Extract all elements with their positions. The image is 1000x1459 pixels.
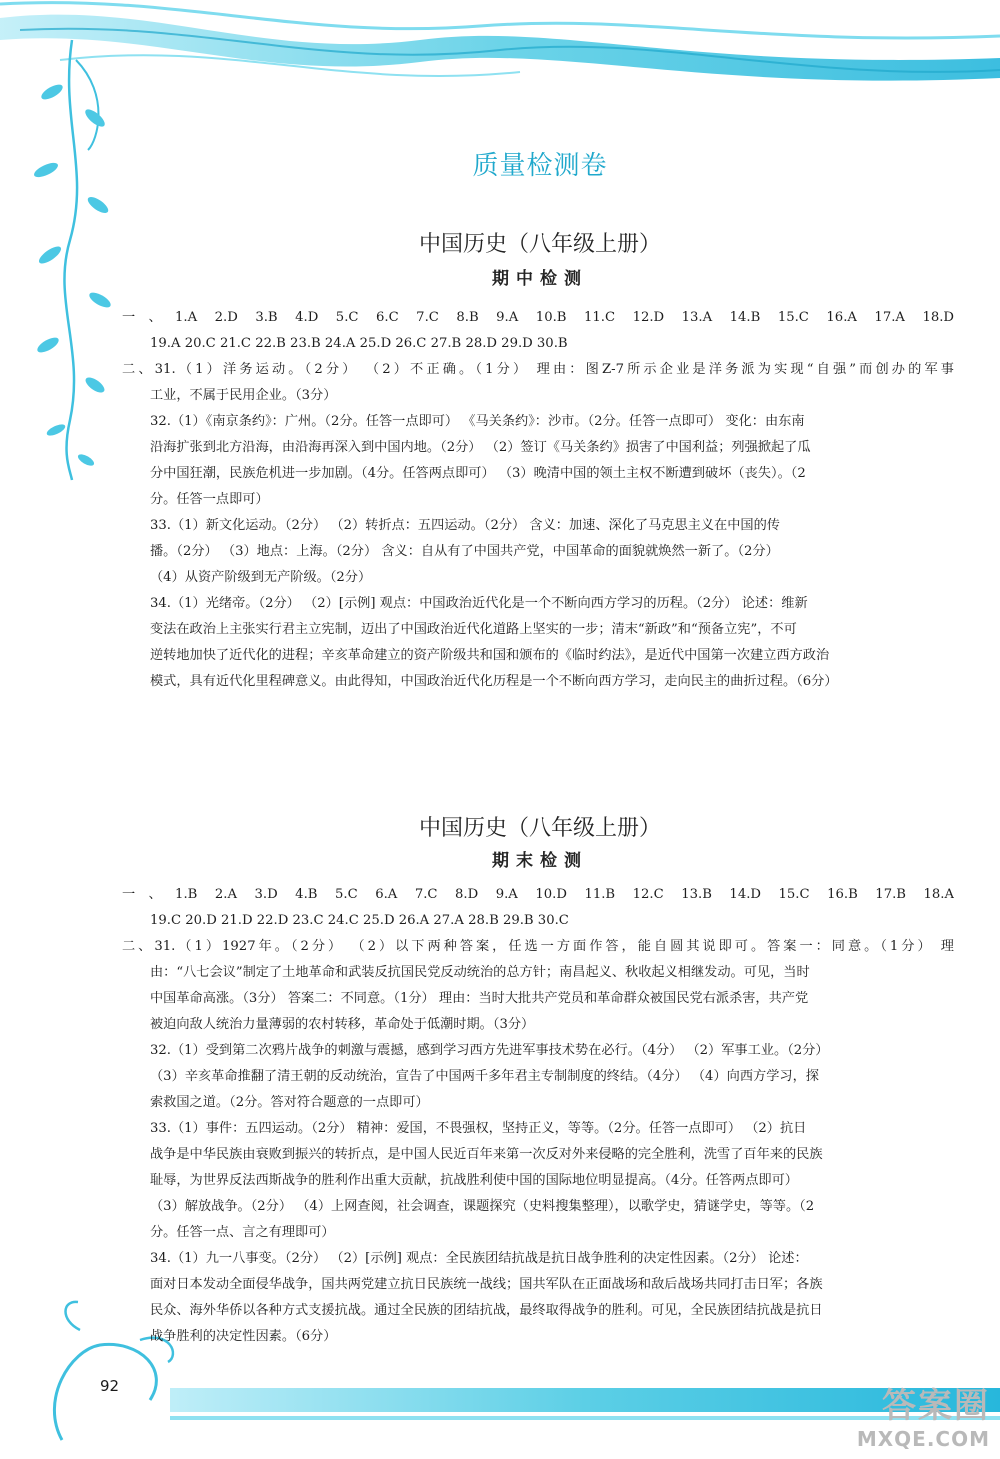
answer-line: 19.A 20.C 21.C 22.B 23.B 24.A 25.D 26.C 27.B 28.D 29.D 30.B (150, 336, 568, 351)
answer-line: 33.（1）事件：五四运动。（2分） 精神：爱国，不畏强权，坚持正义，等等。（2分。任答一点即可） （2）抗日 (150, 1121, 807, 1136)
answer-line: 模式，具有近代化里程碑意义。由此得知，中国政治近代化历程是一个不断向西方学习，走向民主的曲折过程。（6分） (150, 674, 838, 689)
answer-line: （4）从资产阶级到无产阶级。（2分） (150, 570, 372, 585)
answer-line: 33.（1）新文化运动。（2分） （2）转折点：五四运动。（2分） 含义：加速、深化了马克思主义在中国的传 (150, 518, 780, 533)
answer-line: 播。（2分） （3）地点：上海。（2分） 含义：自从有了中国共产党，中国革命的面貌就焕然一新了。（2分） (150, 544, 779, 559)
answer-line: 二、31.（1）1927年。（2分） （2）以下两种答案，任选一方面作答，能自圆其说即可。答案一：同意。（1分） 理 (122, 939, 954, 954)
answer-line: 32.（1）受到第二次鸦片战争的刺激与震撼，感到学习西方先进军事技术势在必行。（4分） （2）军事工业。（2分） (150, 1043, 829, 1058)
answer-line: 由：“八七会议”制定了土地革命和武装反抗国民党反动统治的总方针；南昌起义、秋收起义相继发动。可见，当时 (150, 965, 810, 980)
answer-line: 19.C 20.D 21.D 22.D 23.C 24.C 25.D 26.A 27.A 28.B 29.B 30.C (150, 913, 569, 928)
answer-line: 分。任答一点即可） (150, 492, 269, 507)
section-subtitle-midterm: 期中检测 (492, 269, 588, 289)
answer-line: 34.（1）九一八事变。（2分） （2）[示例] 观点：全民族团结抗战是抗日战争胜利的决定性因素。（2分） 论述： (150, 1251, 808, 1266)
watermark-logo-text: 答案圈 (882, 1386, 990, 1426)
page-header-title: 质量检测卷 (472, 151, 608, 181)
answer-line: 索救国之道。（2分。答对符合题意的一点即可） (150, 1095, 429, 1110)
page-number: 92 (100, 1377, 120, 1395)
answer-line: 耻辱，为世界反法西斯战争的胜利作出重大贡献，抗战胜利使中国的国际地位明显提高。（4分。任答两点即可） (150, 1173, 798, 1188)
answer-line: 32.（1）《南京条约》：广州。（2分。任答一点即可） 《马关条约》：沙市。（2分。任答一点即可） 变化：由东南 (150, 414, 805, 429)
answer-line: 逆转地加快了近代化的进程；辛亥革命建立的资产阶级共和国和颁布的《临时约法》，是近代中国第一次建立西方政治 (150, 648, 830, 663)
answer-line: （3）辛亥革命推翻了清王朝的反动统治，宣告了中国两千多年君主专制制度的终结。（4分） （4）向西方学习，探 (150, 1069, 819, 1084)
answer-line: 民众、海外华侨以各种方式支援抗战。通过全民族的团结抗战，最终取得战争的胜利。可见，全民族团结抗战是抗日 (150, 1303, 823, 1318)
answer-line: 工业，不属于民用企业。（3分） (150, 388, 337, 403)
answer-line: 分。任答一点、言之有理即可） (150, 1225, 335, 1240)
answer-line: 中国革命高涨。（3分） 答案二：不同意。（1分） 理由：当时大批共产党员和革命群众被国民党右派杀害，共产党 (150, 991, 809, 1006)
answer-line: 战争是中华民族由衰败到振兴的转折点，是中国人民近百年来第一次反对外来侵略的完全胜利，洗雪了百年来的民族 (150, 1147, 823, 1162)
watermark-url: MXQE.COM (856, 1427, 990, 1451)
answer-line: 一、1.B 2.A 3.D 4.B 5.C 6.A 7.C 8.D 9.A 10.D 11.B 12.C 13.B 14.D 15.C 16.B 17.B 18.A (122, 887, 954, 902)
answer-line: 一、1.A 2.D 3.B 4.D 5.C 6.C 7.C 8.B 9.A 10.B 11.C 12.D 13.A 14.B 15.C 16.A 17.A 18.D (122, 310, 954, 325)
section-title-final: 中国历史（八年级上册） (418, 816, 661, 841)
answer-line: 34.（1）光绪帝。（2分） （2）[示例] 观点：中国政治近代化是一个不断向西方学习的历程。（2分） 论述：维新 (150, 596, 808, 611)
answer-block-final (122, 882, 954, 1350)
section-title-midterm: 中国历史（八年级上册） (418, 232, 661, 257)
answer-line: 沿海扩张到北方沿海，由沿海再深入到中国内地。（2分） （2）签订《马关条约》损害了中国利益；列强掀起了瓜 (150, 440, 811, 455)
answer-line: （3）解放战争。（2分） （4）上网查阅，社会调查，课题探究（史料搜集整理），以歌学史，猜谜学史，等等。（2 (150, 1199, 815, 1214)
watermark (857, 1378, 990, 1451)
answer-line: 面对日本发动全面侵华战争，国共两党建立抗日民族统一战线；国共军队在正面战场和敌后战场共同打击日军；各族 (150, 1277, 823, 1292)
answer-line: 被迫向敌人统治力量薄弱的农村转移，革命处于低潮时期。（3分） (150, 1017, 535, 1032)
answer-line: 变法在政治上主张实行君主立宪制，迈出了中国政治近代化道路上坚实的一步；清末“新政”和“预备立宪”，不可 (150, 622, 797, 637)
section-subtitle-final: 期末检测 (492, 851, 588, 871)
answer-line: 分中国狂潮，民族危机进一步加剧。（4分。任答两点即可） （3）晚清中国的领土主权不断遭到破坏（丧失）。（2 (150, 466, 806, 481)
answer-line: 二、31.（1）洋务运动。（2分） （2）不正确。（1分） 理由：图Z-7所示企业是洋务派为实现“自强”而创办的军事 (122, 362, 954, 377)
answer-line: 战争胜利的决定性因素。（6分） (150, 1329, 337, 1344)
answer-block-midterm (122, 305, 954, 695)
